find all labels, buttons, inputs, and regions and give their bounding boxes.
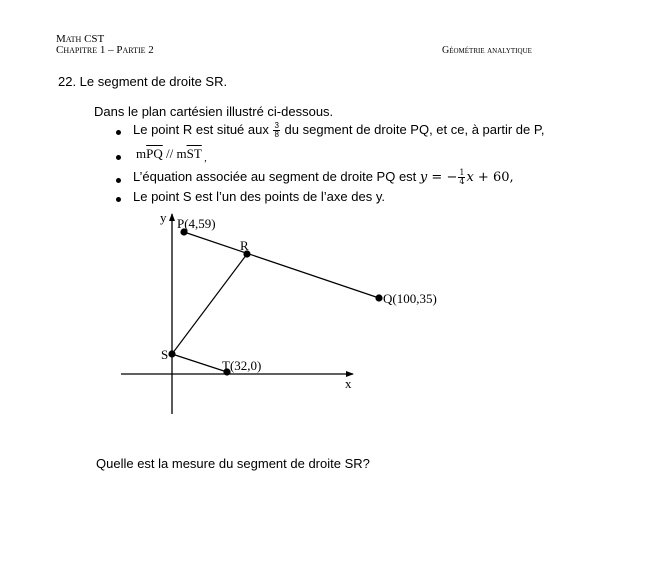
topic-name: Géométrie analytique xyxy=(442,45,532,56)
fraction-denominator: 8 xyxy=(274,130,279,140)
label-r: R xyxy=(240,238,249,253)
equals-minus: = − xyxy=(427,170,458,185)
bullet-text: L’équation associée au segment de droite PQ est xyxy=(133,169,420,184)
question-text: Quelle est la mesure du segment de droite SR? xyxy=(96,456,370,471)
segment-pq xyxy=(184,232,379,298)
equation-rest: + 60, xyxy=(473,170,514,185)
segment-st: $\overline{ST}$ xyxy=(186,146,202,161)
label-p: P(4,59) xyxy=(177,216,216,231)
label-q: Q(100,35) xyxy=(383,291,437,306)
segment-st xyxy=(172,354,227,372)
measure-m: m xyxy=(136,146,147,161)
var-y: y xyxy=(419,170,428,185)
point-s xyxy=(168,350,175,357)
problem-intro: Dans le plan cartésien illustré ci-dessous. xyxy=(94,104,334,119)
y-axis-label: y xyxy=(160,210,167,225)
bullet-item-s-on-axis: Le point S est l’un des points de l’axe des y. xyxy=(133,189,385,204)
label-t: T(32,0) xyxy=(222,358,262,373)
fraction-numerator: 3 xyxy=(274,121,279,131)
bullet-text: du segment de droite PQ, et ce, à partir de P, xyxy=(280,122,545,137)
problem-title: 22. Le segment de droite SR. xyxy=(58,74,228,89)
parallel-symbol: // m xyxy=(162,146,187,161)
chapter-name: Chapitre 1 – Partie 2 xyxy=(56,44,154,56)
comma: , xyxy=(201,153,207,164)
label-s: S xyxy=(161,347,169,362)
segment-pq: $\overline{PQ}$ xyxy=(146,146,163,161)
point-q xyxy=(375,294,382,301)
course-name: Math CST xyxy=(56,33,105,45)
var-x: x xyxy=(466,170,474,185)
fraction-denominator: 4 xyxy=(459,177,465,187)
fraction-numerator: 1 xyxy=(459,168,465,178)
x-axis-label: x xyxy=(345,376,352,391)
segment-sr xyxy=(172,254,247,354)
bullet-text: Le point R est situé aux xyxy=(133,122,273,137)
